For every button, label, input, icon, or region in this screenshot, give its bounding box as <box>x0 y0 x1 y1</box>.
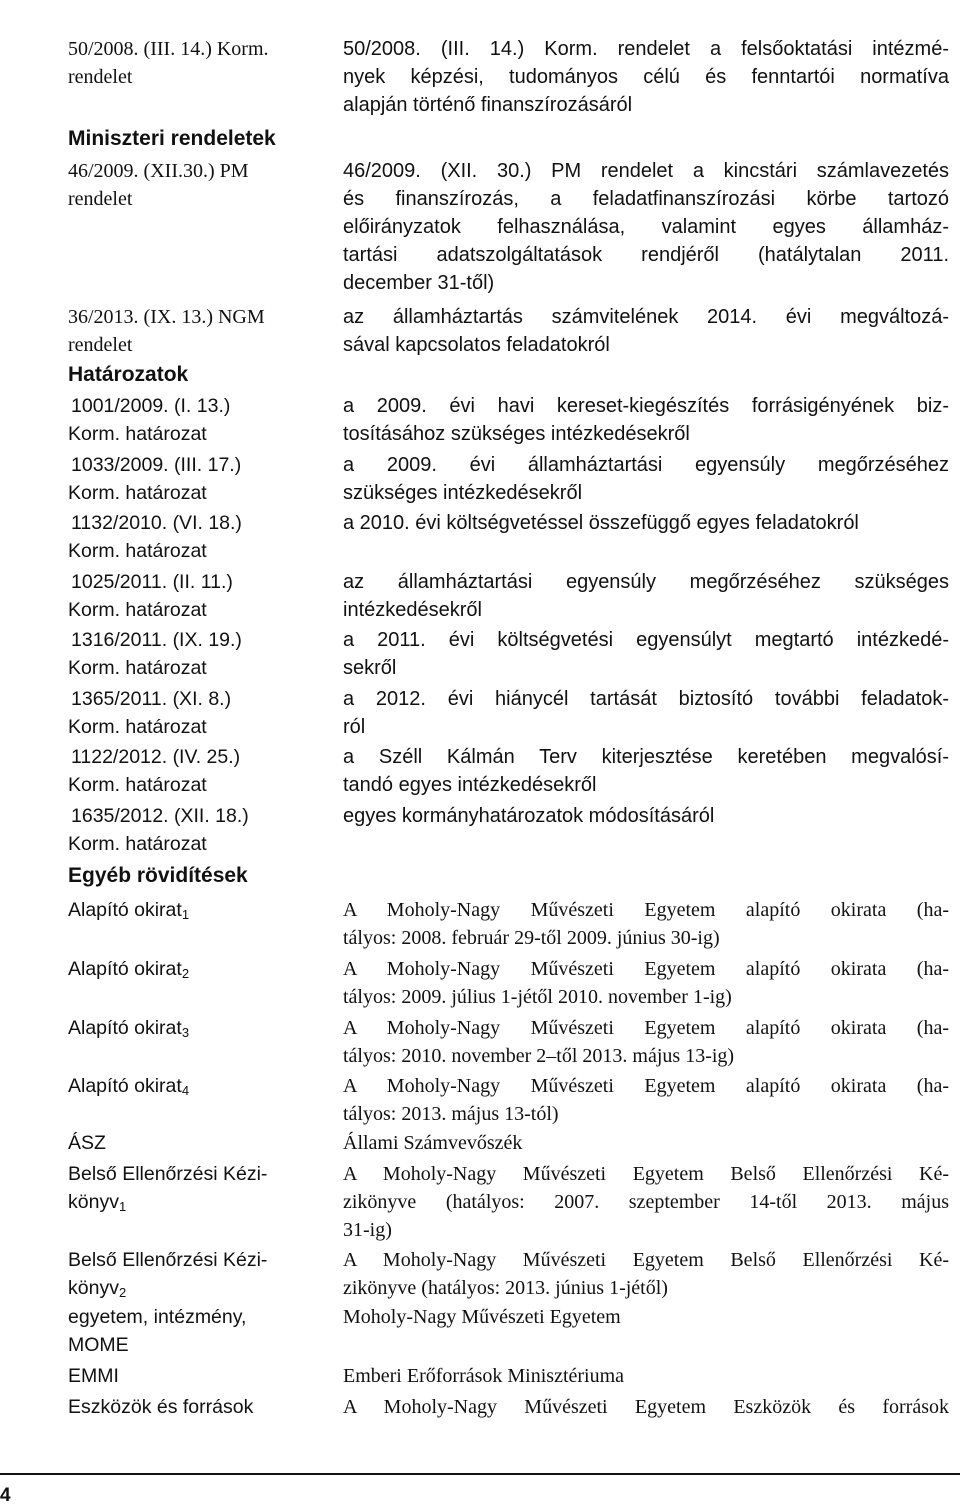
entry-term: 1025/2011. (II. 11.) Korm. határozat <box>68 571 233 621</box>
entry-definition: a 2009. évi havi kereset-kiegészítés forrásigényének biz- tosításához szükséges intézkedésekről <box>343 395 949 445</box>
entry-definition: A Moholy-Nagy Művészeti Egyetem Belső Ellenőrzési Ké- zikönyve (hatályos: 2007. szeptember 14-től 2013. május 31-ig) <box>343 1163 949 1241</box>
entry-definition: A Moholy-Nagy Művészeti Egyetem alapító okirata (ha- tályos: 2008. február 29-től 2009. június 30-ig) <box>343 899 949 949</box>
entry-definition: A Moholy-Nagy Művészeti Egyetem alapító okirata (ha- tályos: 2010. november 2–től 2013. május 13-ig) <box>343 1017 949 1067</box>
section-heading-egyeb-rovidites: Egyéb rövidítések <box>68 864 248 887</box>
entry-term: 36/2013. (IX. 13.) NGM rendelet <box>68 306 265 356</box>
entry-term: Alapító okirat$_4$ <box>68 1075 190 1098</box>
entry-definition: A Moholy-Nagy Művészeti Egyetem Eszközök és források <box>343 1396 949 1418</box>
entry-definition: a 2012. évi hiánycél tartását biztosító további feladatok- ról <box>343 688 949 738</box>
entry-term: Alapító okirat$_2$ <box>68 958 190 981</box>
page-number: 4 <box>0 1485 11 1506</box>
entry-term: 1365/2011. (XI. 8.) Korm. határozat <box>68 688 232 738</box>
entry-definition: A Moholy-Nagy Művészeti Egyetem alapító okirata (ha- tályos: 2013. május 13-tól) <box>343 1075 949 1125</box>
entry-term: ÁSZ <box>68 1132 106 1154</box>
entry-definition: a 2011. évi költségvetési egyensúlyt megtartó intézkedé- sekről <box>343 629 949 679</box>
entry-term: 1122/2012. (IV. 25.) Korm. határozat <box>68 746 241 796</box>
entry-definition: A Moholy-Nagy Művészeti Egyetem Belső Ellenőrzési Ké- zikönyve (hatályos: 2013. június 1-jétől) <box>343 1249 949 1299</box>
section-heading-hatarozatok: Határozatok <box>68 363 189 386</box>
entry-term: Eszközök és források <box>68 1396 254 1418</box>
entry-term: Alapító okirat$_3$ <box>68 1017 190 1040</box>
entry-term: Belső Ellenőrzési Kézi- könyv$_2$ <box>68 1249 268 1300</box>
entry-term: 1316/2011. (IX. 19.) Korm. határozat <box>68 629 242 679</box>
entry-term: 1132/2010. (VI. 18.) Korm. határozat <box>68 512 242 562</box>
entry-definition: egyes kormányhatározatok módosításáról <box>343 805 715 827</box>
entry-term: Alapító okirat$_1$ <box>68 899 190 922</box>
entry-definition: a Széll Kálmán Terv kiterjesztése keretében megvalósí- tandó egyes intézkedésekről <box>343 746 949 796</box>
entry-definition: a 2009. évi államháztartási egyensúly megőrzéséhez szükséges intézkedésekről <box>343 454 949 504</box>
entry-definition: 46/2009. (XII. 30.) PM rendelet a kincstári számlavezetés és finanszírozás, a feladatfinanszírozási körbe tartozó előirányzatok felhasználása, valamint egyes államház- tartási adatszolgáltatások rendjéről (hatálytalan 2011. december 31-től) <box>343 160 949 294</box>
entry-term: 1635/2012. (XII. 18.) Korm. határozat <box>68 805 249 855</box>
entry-definition: Állami Számvevőszék <box>343 1132 523 1154</box>
entry-definition: Emberi Erőforrások Minisztériuma <box>343 1365 625 1387</box>
entry-definition: az államháztartás számvitelének 2014. évi megváltozá- sával kapcsolatos feladatokról <box>343 306 949 356</box>
entry-term: 50/2008. (III. 14.) Korm. rendelet <box>68 38 269 88</box>
entry-definition: 50/2008. (III. 14.) Korm. rendelet a felsőoktatási intézmé- nyek képzési, tudományos célú és fenntartói normatíva alapján történő finanszírozásáról <box>343 38 949 116</box>
entry-definition: Moholy-Nagy Művészeti Egyetem <box>343 1306 621 1328</box>
footer-rule <box>0 1473 960 1475</box>
entry-term: 1001/2009. (I. 13.) Korm. határozat <box>68 395 231 445</box>
entry-term: EMMI <box>68 1365 119 1387</box>
entry-definition: A Moholy-Nagy Művészeti Egyetem alapító okirata (ha- tályos: 2009. július 1-jétől 2010. november 1-ig) <box>343 958 949 1008</box>
entry-definition: az államháztartási egyensúly megőrzéséhez szükséges intézkedésekről <box>343 571 949 621</box>
entry-term: 46/2009. (XII.30.) PM rendelet <box>68 160 249 210</box>
entry-term: Belső Ellenőrzési Kézi- könyv$_1$ <box>68 1163 268 1214</box>
section-heading-miniszteri-rendeletek: Miniszteri rendeletek <box>68 127 276 150</box>
entry-term: egyetem, intézmény, MOME <box>68 1306 247 1356</box>
entry-definition: a 2010. évi költségvetéssel összefüggő egyes feladatokról <box>343 512 859 534</box>
entry-term: 1033/2009. (III. 17.) Korm. határozat <box>68 454 242 504</box>
